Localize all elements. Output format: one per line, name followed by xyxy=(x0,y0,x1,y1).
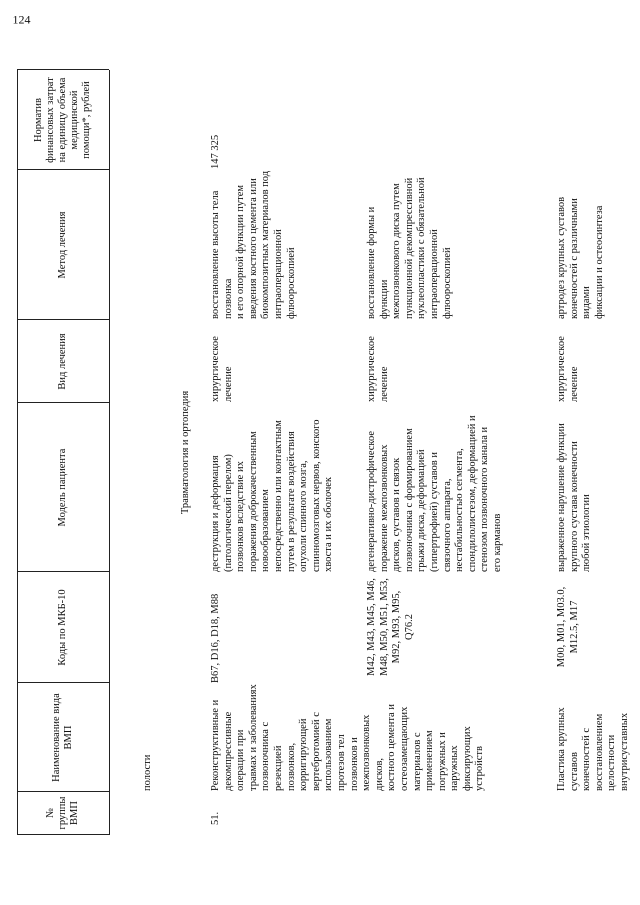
page-number: 124 xyxy=(12,12,31,27)
header-treatment-type: Вид лечения xyxy=(57,333,68,390)
header-codes: Коды по МКБ-10 xyxy=(57,589,68,666)
row2-codes: M42, M43, M45, M46, M48, M50, M51, M53, M92, M93, M95, Q76.2 xyxy=(366,578,415,676)
row1-treatment-type: хирургическое лечение xyxy=(210,336,234,402)
col-divider xyxy=(17,571,109,572)
row3-name: Пластика крупных суставов конечностей с восстановлением целостности внутрисуставных xyxy=(556,707,630,791)
col-divider xyxy=(17,169,109,170)
col-divider xyxy=(17,319,109,320)
row1-patient-model: деструкция и деформация (патологический перелом) позвонков вследствие их поражения доброкачественным новообразованием непосредственно или контактным путем в результате воздействия опухоли спинного мозга, спинномозговых нервов, конского хвоста и их оболочек xyxy=(210,419,335,572)
row3-patient-model: выраженное нарушение функции крупного сустава конечности любой этиологии xyxy=(556,423,593,572)
header-top-border xyxy=(17,70,18,835)
header-group-no: № группы ВМП xyxy=(45,796,80,830)
row1-codes: B67, D16, D18, M88 xyxy=(210,593,221,683)
row1-group-no: 51. xyxy=(210,811,221,825)
header-norm: Норматив финансовых затрат на единицу объема медицинской помощи*, рублей xyxy=(33,77,92,163)
table-header xyxy=(0,0,110,905)
row3-codes: M00, M01, M03.0, M12.5, M17 xyxy=(556,586,580,668)
row1-method: восстановление высоты тела позвонка и его опорной функции путем введения костного цемента или биокомпозитных материалов под интраоперационной флюороскопией xyxy=(210,170,297,319)
row1-norm: 147 325 xyxy=(210,134,221,169)
header-method: Метод лечения xyxy=(57,211,68,279)
col-divider xyxy=(17,834,109,835)
header-name: Наименование вида ВМП xyxy=(51,693,74,782)
col-divider xyxy=(17,791,109,792)
continuation-text: полости xyxy=(142,754,153,791)
row2-method: восстановление формы и функции межпозвонкового диска путем пункционной декомпрессивной нуклеопластики с обязательной интраоперационной флюороскопией xyxy=(366,177,453,319)
row2-patient-model: дегенеративно-дистрофическое поражение межпозвонковых дисков, суставов и связок позвоночника с формированием грыжи диска, деформацией (гипертрофией) суставов и связочного аппарата, нестабильностью сегмента, спондилолистезом, деформацией и стенозом позвоночного канала и его карманов xyxy=(366,415,503,572)
section-title: Травматология и ортопедия xyxy=(180,390,191,515)
col-divider xyxy=(17,682,109,683)
col-divider xyxy=(17,402,109,403)
col-divider xyxy=(17,69,109,70)
header-bottom-border xyxy=(109,70,110,835)
row3-treatment-type: хирургическое лечение xyxy=(556,336,580,402)
row1-name: Реконструктивные и декомпрессивные операции при травмах и заболеваниях позвоночника с резекцией позвонков, корригирующей вертебротомией с использованием протезов тел позвонков и межпозвонковых дисков, костного цемента и остеозамещающих материалов с применением погружных и наружных фиксирующих устройств xyxy=(210,684,486,791)
row2-treatment-type: хирургическое лечение xyxy=(366,336,390,402)
row3-method: артродез крупных суставов конечностей с различными видами фиксации и остеосинтеза xyxy=(556,196,605,319)
header-patient-model: Модель пациента xyxy=(57,448,68,527)
